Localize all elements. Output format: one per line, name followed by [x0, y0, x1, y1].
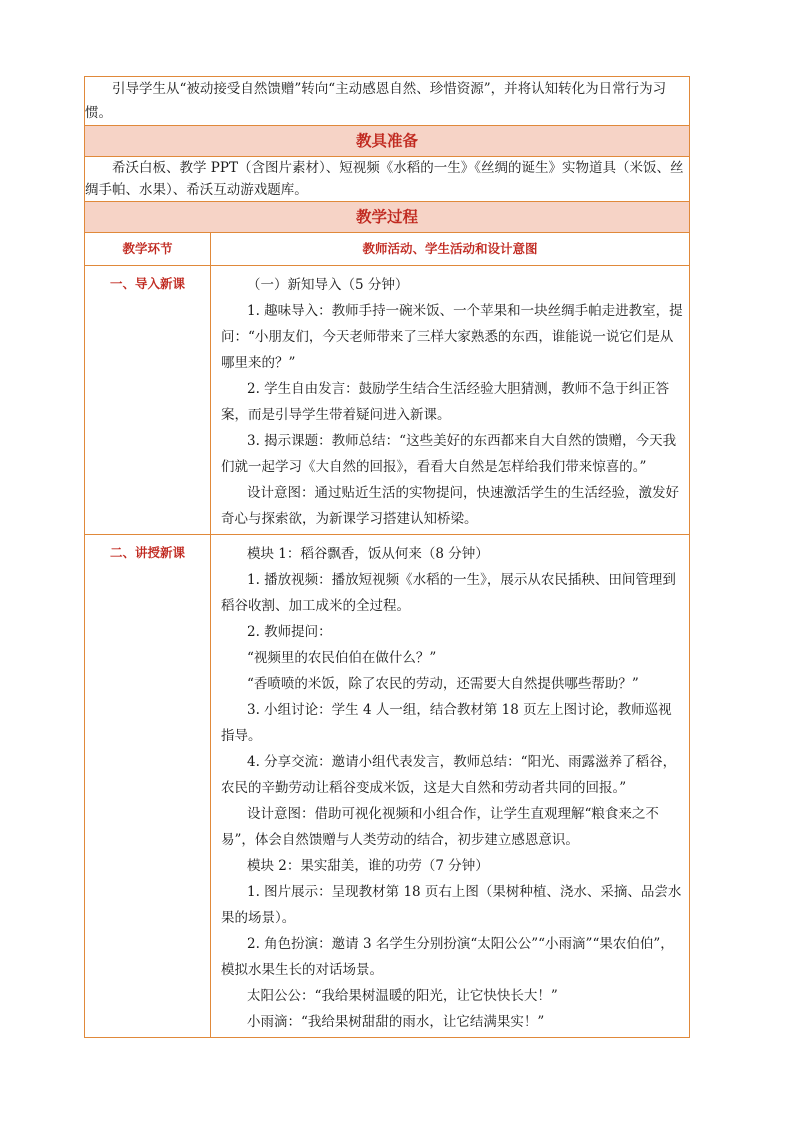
step-paragraph: 3. 揭示课题：教师总结：“这些美好的东西都来自大自然的馈赠，今天我们就一起学习《大自然的回报》，看看大自然是怎样给我们带来惊喜的。”	[221, 433, 677, 475]
step-paragraph: 4. 分享交流：邀请小组代表发言，教师总结：“阳光、雨露滋养了稻谷，农民的辛勤劳动让稻谷变成米饭，这是大自然和劳动者共同的回报。”	[221, 754, 677, 796]
step-name: 二、讲授新课	[85, 535, 211, 1038]
step-paragraph: “香喷喷的米饭，除了农民的劳动，还需要大自然提供哪些帮助？”	[247, 676, 639, 692]
process-heading: 教学过程	[85, 202, 690, 233]
step-row-intro	[85, 266, 690, 535]
step-paragraph: （一）新知导入（5 分钟）	[247, 277, 409, 293]
step-paragraph: 太阳公公：“我给果树温暖的阳光，让它快快长大！”	[247, 988, 558, 1004]
step-paragraph: 设计意图：借助可视化视频和小组合作，让学生直观理解“粮食来之不易”，体会自然馈赠与人类劳动的结合，初步建立感恩意识。	[221, 806, 659, 848]
prep-heading-row	[85, 126, 690, 157]
col-header-activity: 教师活动、学生活动和设计意图	[211, 233, 690, 266]
teaching-goal-text: 引导学生从“被动接受自然馈赠”转向“主动感恩自然、珍惜资源”，并将认知转化为日常行为习惯。	[85, 77, 690, 126]
step-paragraph: 3. 小组讨论：学生 4 人一组，结合教材第 18 页左上图讨论，教师巡视指导。	[221, 702, 672, 744]
step-paragraph: 设计意图：通过贴近生活的实物提问，快速激活学生的生活经验，激发好奇心与探索欲，为新课学习搭建认知桥梁。	[221, 485, 679, 527]
step-paragraph: 2. 角色扮演：邀请 3 名学生分别扮演“太阳公公”“小雨滴”“果农伯伯”，模拟水果生长的对话场景。	[221, 936, 674, 978]
column-header-row	[85, 233, 690, 266]
step-paragraph: 1. 播放视频：播放短视频《水稻的一生》，展示从农民插秧、田间管理到稻谷收割、加工成米的全过程。	[221, 572, 676, 614]
step-paragraph: 2. 学生自由发言：鼓励学生结合生活经验大胆猜测，教师不急于纠正答案，而是引导学生带着疑问进入新课。	[221, 381, 670, 423]
prep-heading: 教具准备	[85, 126, 690, 157]
col-header-step: 教学环节	[85, 233, 211, 266]
process-heading-row	[85, 202, 690, 233]
step-content	[211, 266, 690, 535]
step-paragraph: 2. 教师提问：	[247, 624, 332, 640]
lesson-plan-table	[84, 76, 690, 1038]
step-paragraph: “视频里的农民伯伯在做什么？”	[247, 650, 437, 666]
step-name: 一、导入新课	[85, 266, 211, 535]
step-paragraph: 模块 1：稻谷飘香，饭从何来（8 分钟）	[247, 546, 489, 562]
step-paragraph: 1. 图片展示：呈现教材第 18 页右上图（果树种植、浇水、采摘、品尝水果的场景）。	[221, 884, 682, 926]
step-paragraph: 小雨滴：“我给果树甜甜的雨水，让它结满果实！”	[247, 1014, 545, 1030]
step-row-teaching	[85, 535, 690, 1038]
prep-row	[85, 157, 690, 202]
prep-text: 希沃白板、教学 PPT（含图片素材）、短视频《水稻的一生》《丝绸的诞生》实物道具（米饭、丝绸手帕、水果）、希沃互动游戏题库。	[85, 157, 690, 202]
goal-row	[85, 77, 690, 126]
step-paragraph: 模块 2：果实甜美，谁的功劳（7 分钟）	[247, 858, 489, 874]
step-paragraph: 1. 趣味导入：教师手持一碗米饭、一个苹果和一块丝绸手帕走进教室，提问：“小朋友们，今天老师带来了三样大家熟悉的东西，谁能说一说它们是从哪里来的？”	[221, 303, 683, 371]
step-content	[211, 535, 690, 1038]
